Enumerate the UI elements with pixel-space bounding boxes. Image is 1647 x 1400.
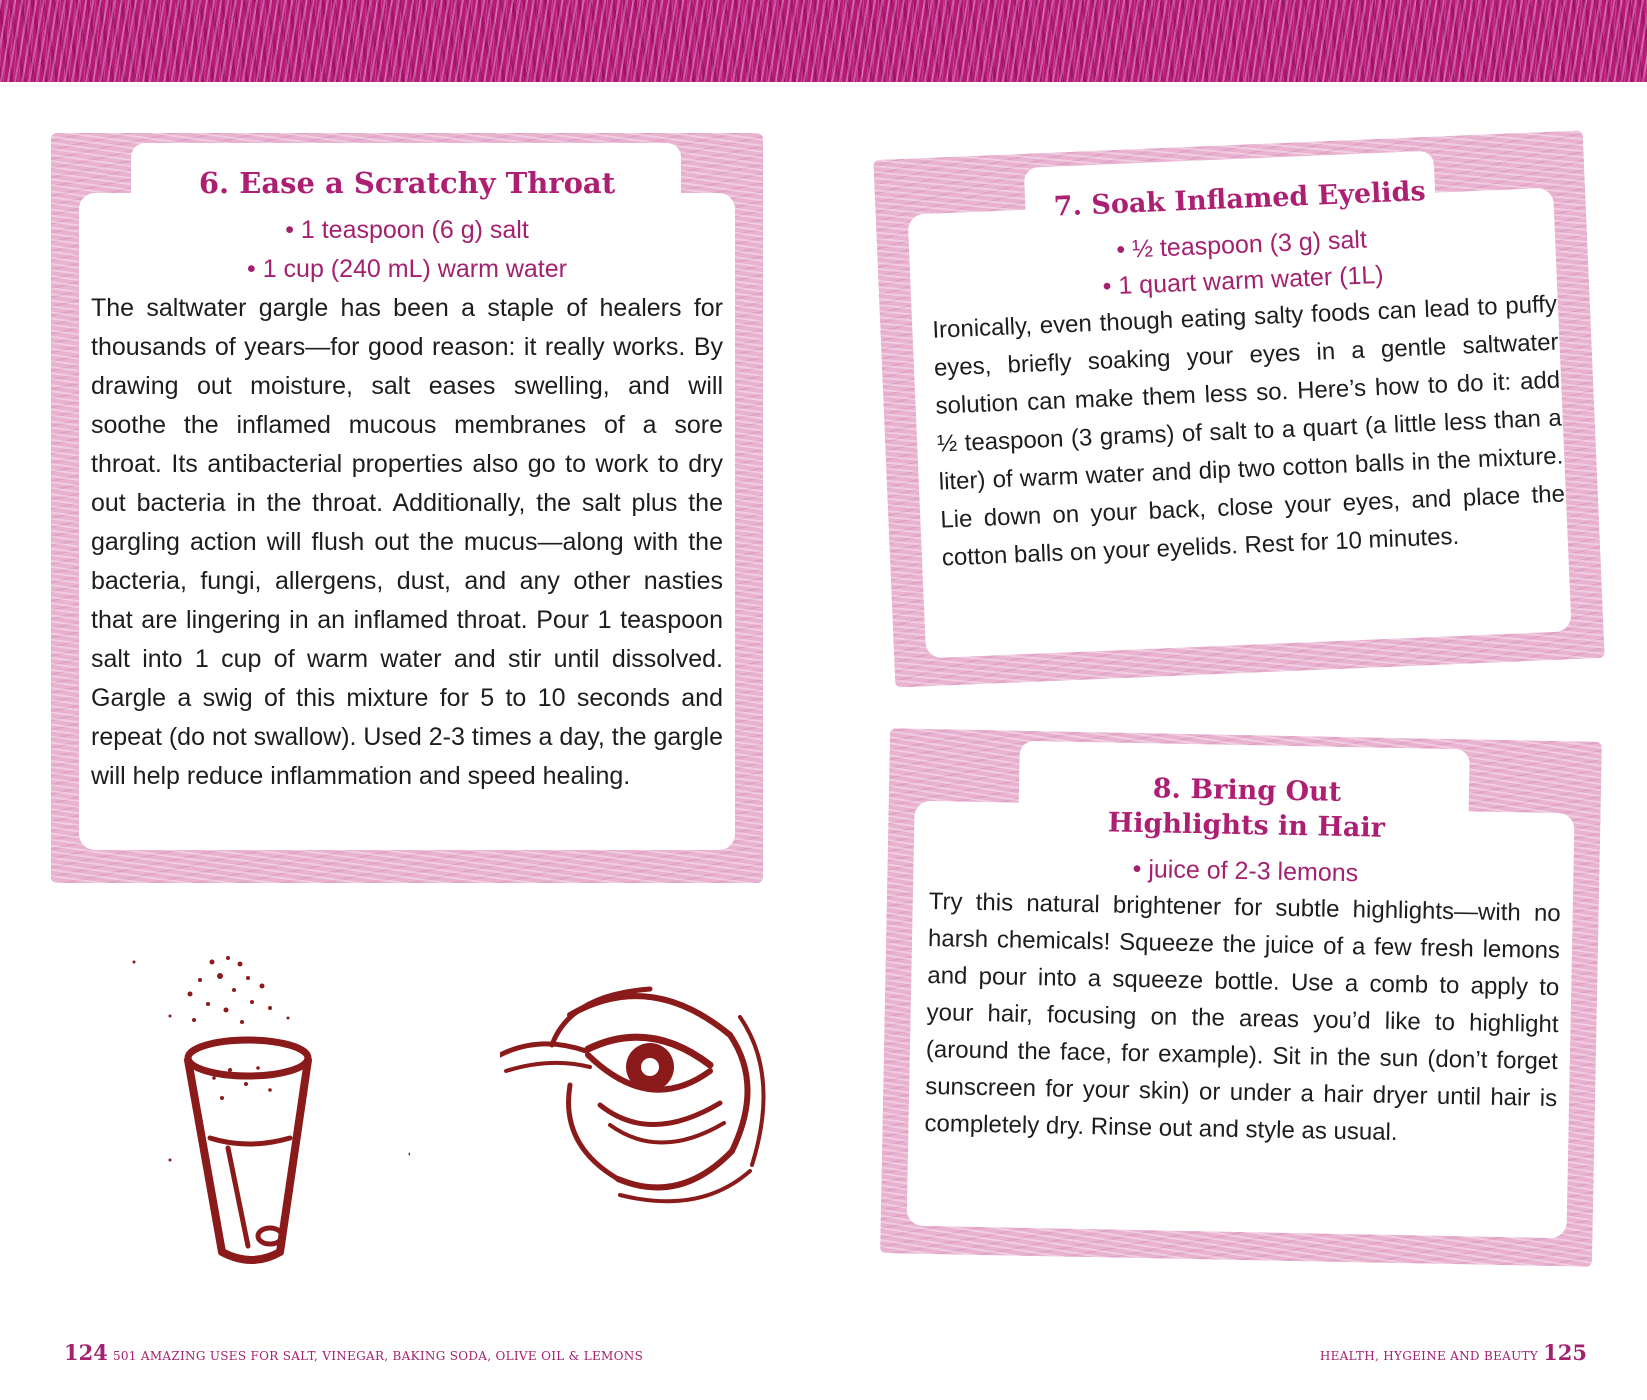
card-content bbox=[924, 767, 1563, 1154]
tip-body: Ironically, even though eating salty foods can lead to puffy eyes, briefly soaking your eyes in a gentle saltwater solution can make them less so. Here’s how to do it: add ½ teaspoon (3 grams) of salt to a quart (a little less than a liter) of warm water and dip two cotton balls in the mixture. Lie down on your back, close your eyes, and place the cotton balls on your eyelids. Rest for 10 minutes. bbox=[931, 290, 1566, 572]
tip-body: Try this natural brightener for subtle highlights—with no harsh chemicals! Squeeze the juice of a few fresh lemons and pour into a squeeze bottle. Use a comb to apply to your hair, focusing on the areas you’d like to highlight (around the face, for example). Sit in the sun (don’t forget sunscreen for your skin) or under a hair dryer until hair is completely dry. Rinse out and style as usual. bbox=[924, 887, 1561, 1147]
ingredient-item: • juice of 2-3 lemons bbox=[1132, 854, 1359, 888]
running-head: 501 AMAZING USES FOR SALT, VINEGAR, BAKING SODA, OLIVE OIL & LEMONS bbox=[112, 1349, 644, 1363]
tip-card-highlights-in-hair bbox=[880, 728, 1602, 1267]
card-content bbox=[91, 163, 723, 796]
tip-title bbox=[930, 767, 1563, 849]
tip-body: The saltwater gargle has been a staple of healers for thousands of years—for good reason: it really works. By drawing out moisture, salt eases swelling, and will soothe the inflamed mucous membranes of a sore throat. Its antibacterial properties also go to work to dry out bacteria in the throat. Additionally, the salt plus the gargling action will flush out the mucus—along with the bacteria, fungi, allergens, dust, and any other nasties that are lingering in an inflamed throat. Pour 1 teaspoon salt into 1 cup of warm water and stir until dissolved. Gargle a swig of this mixture for 5 to 10 seconds and repeat (do not swallow). Used 2-3 times a day, the gargle will help reduce inflammation and speed healing. bbox=[91, 294, 723, 790]
tip-title-line: Highlights in Hair bbox=[1107, 807, 1386, 844]
tip-title: 7. Soak Inflamed Eyelids bbox=[1053, 176, 1427, 223]
ingredient-item: • 1 cup (240 mL) warm water bbox=[247, 255, 567, 283]
page-number: 125 bbox=[1543, 1340, 1587, 1365]
decorative-top-band bbox=[0, 0, 1647, 82]
page-number: 124 bbox=[64, 1340, 108, 1365]
running-head: HEALTH, HYGEINE AND BEAUTY bbox=[1319, 1349, 1539, 1363]
eye-icon bbox=[500, 975, 780, 1215]
footer-left bbox=[64, 1340, 643, 1365]
ingredient-item: • ½ teaspoon (3 g) salt bbox=[1115, 225, 1368, 264]
ingredient-item: • 1 teaspoon (6 g) salt bbox=[285, 216, 529, 244]
tip-card-ease-scratchy-throat bbox=[51, 133, 763, 883]
footer-right bbox=[1320, 1340, 1587, 1365]
ingredient-item: • 1 quart warm water (1L) bbox=[1102, 260, 1385, 301]
glass-of-salt-water-icon bbox=[130, 950, 410, 1280]
tip-title-line: 8. Bring Out bbox=[1152, 773, 1342, 808]
tip-card-soak-inflamed-eyelids bbox=[873, 130, 1604, 687]
tip-title: 6. Ease a Scratchy Throat bbox=[198, 166, 616, 200]
card-content bbox=[927, 168, 1568, 578]
